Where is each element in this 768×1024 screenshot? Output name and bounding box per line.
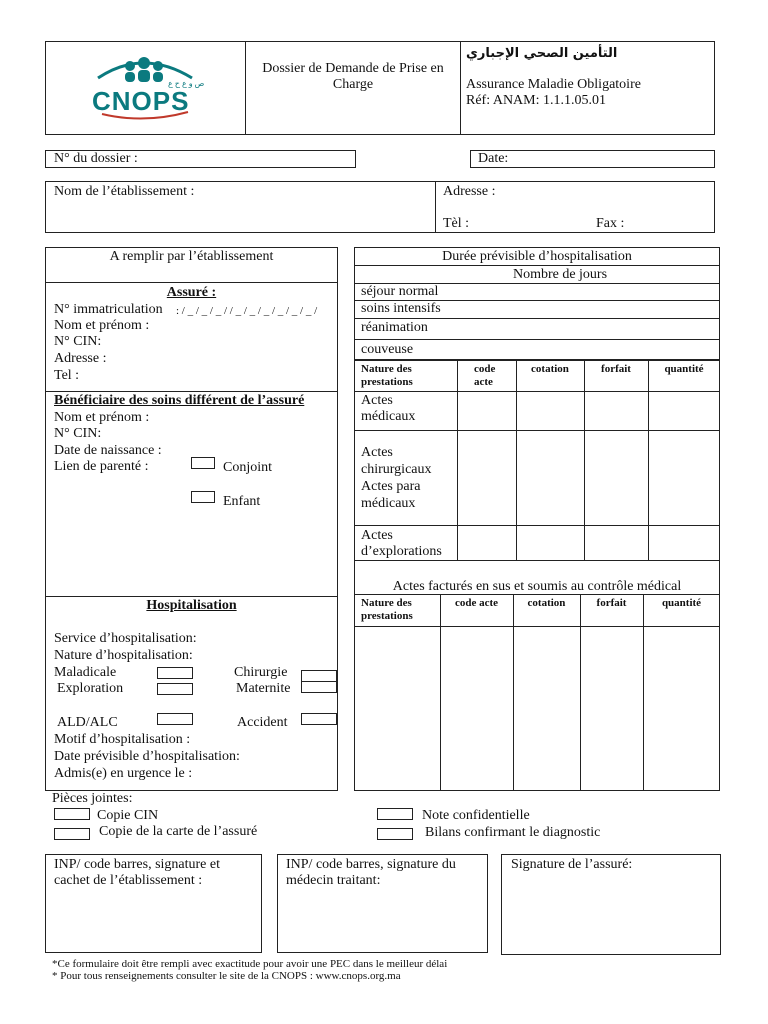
signature-etablissement-label: INP/ code barres, signature et cachet de l’établissement : [54, 857, 220, 888]
etablissement-name-label: Nom de l’établissement : [54, 184, 195, 199]
nature-label: Nature d’hospitalisation: [54, 648, 193, 663]
row-couveuse: couveuse [361, 342, 414, 357]
th2-forfait: forfait [596, 597, 627, 609]
chirurgie-label: Chirurgie [234, 665, 288, 680]
maternite-checkbox[interactable] [301, 681, 337, 693]
th2-code: code acte [454, 597, 499, 609]
sus-box [354, 561, 720, 791]
date-label: Date: [478, 151, 509, 166]
maladicale-checkbox[interactable] [157, 667, 193, 679]
etablissement-tel-label: Tèl : [443, 216, 470, 231]
accident-label: Accident [237, 715, 288, 730]
th-nature: Nature des prestations [361, 363, 413, 388]
sus-title: Actes facturés en sus et soumis au contrôle médical [392, 579, 682, 594]
note-confidentielle-checkbox[interactable] [377, 808, 413, 820]
logo-arabic: ص و ع ح ع [168, 79, 205, 88]
exploration-label: Exploration [57, 681, 124, 696]
signature-medecin-label: INP/ code barres, signature du médecin traitant: [286, 857, 456, 888]
subtitle: Assurance Maladie Obligatoire [466, 77, 641, 92]
pieces-title: Pièces jointes: [52, 791, 133, 806]
copie-carte-label: Copie de la carte de l’assuré [99, 824, 258, 839]
ald-label: ALD/ALC [57, 715, 118, 730]
reference: Réf: ANAM: 1.1.1.05.01 [466, 93, 606, 108]
th-forfait: forfait [601, 363, 631, 375]
maternite-label: Maternite [236, 681, 291, 696]
th-code: code acte [474, 363, 496, 388]
signature-assure-label: Signature de l’assuré: [511, 857, 633, 872]
beneficiaire-title: Bénéficiaire des soins différent de l’assuré [54, 393, 305, 408]
etablissement-address-label: Adresse : [443, 184, 496, 199]
beneficiaire-dob-label: Date de naissance : [54, 443, 162, 458]
urgence-label: Admis(e) en urgence le : [54, 766, 193, 781]
service-label: Service d’hospitalisation: [54, 631, 197, 646]
etablissement-fax-label: Fax : [596, 216, 625, 231]
enfant-checkbox[interactable] [191, 491, 215, 503]
motif-label: Motif d’hospitalisation : [54, 732, 191, 747]
assure-adresse-label: Adresse : [54, 351, 107, 366]
accident-checkbox[interactable] [301, 713, 337, 725]
form-title-line1: Dossier de Demande de Prise en [262, 61, 444, 76]
footnote-2: * Pour tous renseignements consulter le site de la CNOPS : www.cnops.org.ma [52, 970, 401, 982]
assure-tel-label: Tel : [54, 368, 80, 383]
beneficiaire-cin-label: N° CIN: [54, 426, 102, 441]
exploration-checkbox[interactable] [157, 683, 193, 695]
left-header: A remplir par l’établissement [109, 249, 274, 264]
hospitalisation-title: Hospitalisation [146, 598, 237, 613]
footnote-1: *Ce formulaire doit être rempli avec exactitude pour avoir une PEC dans le meilleur délai [52, 958, 448, 970]
duree-title: Durée prévisible d’hospitalisation [442, 249, 632, 264]
bilans-checkbox[interactable] [377, 828, 413, 840]
conjoint-checkbox[interactable] [191, 457, 215, 469]
ald-checkbox[interactable] [157, 713, 193, 725]
beneficiaire-name-label: Nom et prénom : [54, 410, 150, 425]
note-confidentielle-label: Note confidentielle [422, 808, 530, 823]
copie-cin-label: Copie CIN [97, 808, 159, 823]
maladicale-label: Maladicale [54, 665, 117, 680]
conjoint-label: Conjoint [223, 460, 273, 475]
nombre-jours: Nombre de jours [512, 267, 608, 282]
immatriculation-mask[interactable]: : / _ / _ / _ / / _ / _ / _ / _ / _ / _ / [176, 305, 318, 317]
cnops-logo [88, 52, 203, 122]
arabic-title: التأمين الصحي الإجباري [466, 46, 618, 61]
assure-title: Assuré : [166, 285, 217, 300]
th2-nature: Nature des prestations [361, 597, 413, 622]
acte-medicaux: Actes médicaux [361, 393, 416, 424]
date-prev-label: Date prévisible d’hospitalisation: [54, 749, 240, 764]
enfant-label: Enfant [223, 494, 261, 509]
beneficiaire-lien-label: Lien de parenté : [54, 459, 149, 474]
copie-cin-checkbox[interactable] [54, 808, 90, 820]
immatriculation-label: N° immatriculation [54, 302, 163, 317]
copie-carte-checkbox[interactable] [54, 828, 90, 840]
dossier-number-label: N° du dossier : [54, 151, 138, 166]
th2-cotation: cotation [527, 597, 566, 609]
acte-explorations: Actes d’explorations [361, 528, 442, 559]
assure-name-label: Nom et prénom : [54, 318, 150, 333]
logo-text: CNOPS [92, 86, 190, 116]
th-quantite: quantité [664, 363, 704, 375]
row-reanimation: réanimation [361, 320, 428, 335]
row-soins-intensifs: soins intensifs [361, 301, 441, 316]
th2-quantite: quantité [661, 597, 702, 609]
th-cotation: cotation [531, 363, 569, 375]
assure-cin-label: N° CIN: [54, 334, 102, 349]
acte-chirurgicaux: Actes chirurgicaux Actes para médicaux [361, 445, 432, 511]
row-sejour-normal: séjour normal [361, 284, 439, 299]
bilans-label: Bilans confirmant le diagnostic [425, 825, 601, 840]
form-title-line2: Charge [332, 77, 374, 92]
